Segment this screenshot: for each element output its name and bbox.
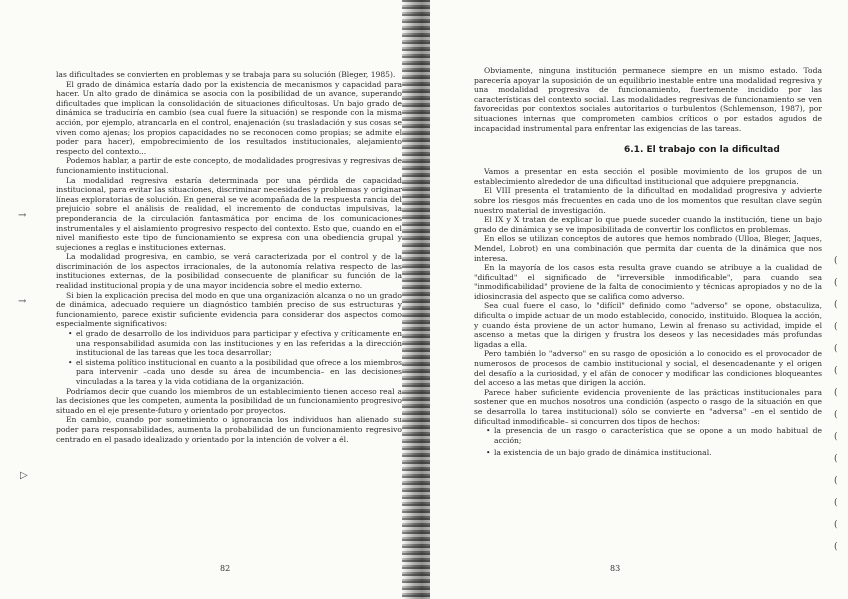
left-paragraph-2: El grado de dinámica estaría dado por la existencia de mecanismos y capacidad para hacer. Un alto grado de dinámica se asocia con la posibilidad de un avance, superando dificultades que implican la consolidación de situaciones dificultosas. Un bajo grado de dinámica se traduciría en cambio (sea cual fuere la situación) se responde con la misma acción, por ejemplo, atrancarla en el control, enajenación (su trasladación y sus cosas se viven como ajenas; los propios capacidades no se reconocen como propias; se admite el poder para hacer), empobrecimiento de los resultados institucionales, alejamiento respecto del contexto...	[56, 79, 402, 156]
bullet-icon: •	[68, 357, 73, 367]
right-page	[430, 0, 848, 599]
left-paragraph-6: Si bien la explicación precisa del modo en que una organización alcanza o no un grado de dinámica, adecuado requiere un diagnóstico también preciso de sus estructuras y funcionamiento, parece existir suficiente evidencia para considerar dos aspectos como especialmente significativos:	[56, 290, 402, 329]
right-paragraph-5: En la mayoría de los casos esta resulta grave cuando se atribuye a la cualidad de "dificultad" el significado de "irreversible inmodificable", para cuando sea "inmodificabilidad" proviene de la falta de conocimiento y técnicas apropiados y no de la idiosincrasia del aspecto que se califica como adverso.	[474, 263, 822, 301]
left-paragraph-5: La modalidad progresiva, en cambio, se verá caracterizada por el control y de la discriminación de los aspectos irracionales, de la autonomía relativa respecto de las instituciones externas, de la posibilidad consecuente de planificar su función de la realidad institucional propia y de una mayor incidencia sobre el medio externo.	[56, 252, 402, 291]
margin-arrow-icon: →	[18, 210, 27, 221]
left-page-number: 82	[220, 564, 231, 573]
section-title: 6.1. El trabajo con la dificultad	[624, 145, 780, 156]
right-intro-paragraph: Obviamente, ninguna institución permanece siempre en un mismo estado. Toda parecería apoyar la suposición de un equilibrio inestable entre una modalidad regresiva y una modalidad progresiva de funcionamiento, fuertemente incidido por las características del contexto social. Las modalidades regresivas de funcionamiento se ven favorecidas por contextos sociales autoritarios o turbulentos (Schlemenson, 1987), por situaciones internas que comprometen cambios críticos o por estados agudos de incapacidad instrumental para enfrentar las exigencias de las tareas.	[474, 66, 822, 133]
margin-arrow-icon: →	[18, 296, 27, 307]
right-paragraph-1: Vamos a presentar en esta sección el posible movimiento de los grupos de un establecimiento alrededor de una dificultad institucional que adquiere prepgnancia.	[474, 167, 822, 186]
left-page	[0, 0, 416, 599]
left-paragraph-4: La modalidad regresiva estaría determinada por una pérdida de capacidad institucional, para evitar las situaciones, discriminar necesidades y problemas y originar líneas exploratorias de solución. En general se ve acompañada de la respuesta rancia del prejuicio sobre el análisis de realidad, el incremento de conductas impulsivas, la preponderancia de la circulación fantasmática por encima de los comunicaciones instrumentales y el aislamiento progresivo respecto del contexto. Esto que, cuando en el nivel manifiesto este tipo de funcionamiento se expresa con una obediencia grupal y sujeciones a reglas e instituciones externas.	[56, 175, 402, 252]
left-paragraph-3: Podemos hablar, a partir de este concepto, de modalidades progresivas y regresivas de funcionamiento institucional.	[56, 156, 403, 175]
left-paragraph-1: las dificultades se convierten en problemas y se trabaja para su solución (Bleger, 1985).	[56, 70, 396, 79]
right-bullet-2: • la existencia de un bajo grado de dinámica institucional.	[486, 448, 712, 458]
right-bullet-1: • la presencia de un rasgo o característica que se opone a un modo habitual de acción;	[486, 426, 822, 445]
left-closing-paragraph-1: Podríamos decir que cuando los miembros de un establecimiento tienen acceso real a las decisiones que les competen, aumenta la posibilidad de un funcionamiento progresivo situado en el eje presente-futuro y orientado por proyectos.	[56, 386, 402, 415]
right-paragraph-8: Parece haber suficiente evidencia proveniente de las prácticas institucionales para sostener que en muchos nosotros una condición (aspecto o rasgo de la situación en que se desarrolla lo tarea institucional) sólo se convierte en "adversa" –en el sentido de dificultad inmodificable– si concurren dos tipos de hechos:	[474, 387, 822, 426]
right-paragraph-2: El VIII presenta el tratamiento de la dificultad en modalidad progresiva y advierte sobre los riesgos más frecuentes en cada uno de los momentos que resultan clave según nuestro material de investigación.	[474, 186, 822, 215]
right-page-number: 83	[610, 564, 621, 573]
bullet-icon: •	[486, 426, 491, 436]
bullet-icon: •	[486, 448, 491, 458]
right-paragraph-6: Sea cual fuere el caso, lo "difícil" definido como "adverso" se opone, obstaculiza, dificulta o impide actuar de un modo establecido, conocido, instituido. Bloquea la acción, y cuando ésta proviene de un actor humano, Lewin al frenaso su actividad, impide el ascenso a metas que la dirigen y frustra los deseos y las necesidades más profundas ligadas a ella.	[474, 301, 822, 349]
right-paragraph-7: Pero también lo "adverso" en su rasgo de oposición a lo conocido es el provocador de numerosos de procesos de cambio institucional y social, el desencadenante y el origen del desafío a la curiosidad, y el afán de conocer y modificar las condiciones bloqueantes del acceso a las metas que dirigen la acción.	[474, 349, 822, 388]
left-closing-paragraph-2: En cambio, cuando por sometimiento o ignorancia los individuos han alienado su poder para responsabilidades, aumenta la probabilidad de un funcionamiento regresivo centrado en el pasado idealizado y orientado por la intención de volver a él.	[56, 415, 402, 444]
left-bullet-list	[56, 329, 402, 387]
bullet-icon: •	[68, 329, 73, 339]
margin-arrow-icon: ▷	[20, 470, 28, 481]
left-bullet-1: • el grado de desarrollo de los individuos para participar y efectiva y críticamente en una responsabilidad asumida con las instituciones y en las referidas a la dirección institucional de las tareas que les toca desarrollar;	[68, 329, 402, 358]
page-edge-marks: ( ( ( ( ( ( ( ( ( ( ( ( ( (	[834, 256, 838, 552]
right-paragraph-4: En ellos se utilizan conceptos de autores que hemos nombrado (Ulloa, Bleger, Jaques, Mendel, Lobrot) en una combinación que permita dar cuenta de la dinámica que nos interesa.	[474, 234, 822, 263]
left-bullet-2: • el sistema político institucional en cuanto a la posibilidad que ofrece a los miembros para intervenir –cada uno desde su área de incumbencia– en las decisiones vinculadas a la tarea y la vida cotidiana de la organización.	[68, 357, 402, 386]
right-bullet-list	[474, 426, 822, 458]
right-paragraph-3: El IX y X tratan de explicar lo que puede suceder cuando la institución, tiene un bajo grado de dinámica y se ve imposibilitada de convertir los conflictos en problemas.	[474, 215, 822, 234]
